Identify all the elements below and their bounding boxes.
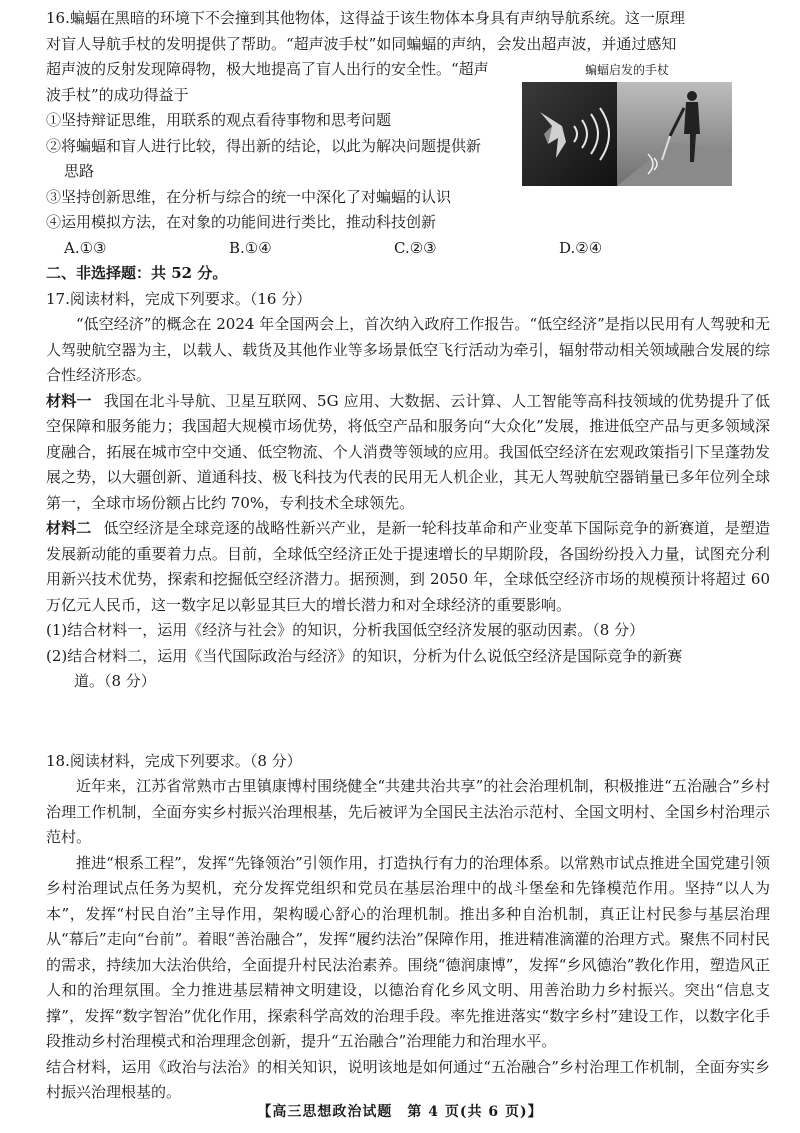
q16-option: ③坚持创新思维，在分析与综合的统一中深化了对蝙蝠的认识 [46,187,452,206]
q18-paragraph-2: 推进“根系工程”，发挥“先锋领治”引领作用，打造执行有力的治理体系。以常熟市试点推进全国党建引领乡村治理试点任务为契机，充分发挥党组织和党员在基层治理中的战斗堡垒和先锋模范作用。坚持“以人为本”，发挥“村民自治”主导作用，架构暖心舒心的治理机制。推出多种自治机制，真正让村民参与基层治理从“幕后”走向“台前”。着眼“善治融合”，发挥“履约法治”保障作用，推进精准滴灌的治理方式。聚焦不同村民的需求，持续加大法治供给，全面提升村民法治素养。围绕“德润康博”，发挥“乡风德治”教化作用，塑造风正人和的治理氛围。全力推进基层精神文明建设，以德治育化乡风文明、用善治助力乡村振兴。突出“信息支撑”，发挥“数字智治”优化作用，探索科学高效的治理手段。率先推进落实“数字乡村”建设工作，以数字化手段推动乡村治理模式和治理理念创新，提升“五治融合”治理能力和治理水平。 [46,853,770,1050]
material-1-text: 我国在北斗导航、卫星互联网、5G 应用、大数据、云计算、人工智能等高科技领域的优势提升了低空保障和服务能力；我国超大规模市场优势，将低空产品和服务向“大众化”发展，推进低空产品与更多领域深度融合，拓展在城市空中交通、低空物流、个人消费等领域的应用。我国低空经济在宏观政策指引下呈蓬勃发展之势，以大疆创新、道通科技、极飞科技为代表的民用无人机企业，其无人驾驶航空器销量已多年位列全球第一，全球市场份额占比约 70%，专利技术全球领先。 [46,391,770,512]
material-2-label: 材料二 [46,519,92,537]
q17-subquestion-2: (2)结合材料二，运用《当代国际政治与经济》的知识，分析为什么说低空经济是国际竞争的新赛 [46,646,683,665]
q17-subquestion-1: (1)结合材料一，运用《经济与社会》的知识，分析我国低空经济发展的驱动因素。（8 分） [46,621,645,639]
choice-c: C.②③ [394,238,437,257]
q16-option-cont: 思路 [64,162,95,180]
q17-title: 17.阅读材料，完成下列要求。（16 分） [46,289,312,308]
q16-line: 波手杖”的成功得益于 [46,85,189,104]
dark-panel [522,82,617,186]
q16-choices [64,236,724,262]
page-footer: 【高三思想政治试题 第 4 页(共 6 页)】 [257,1104,543,1120]
q16-line: 16.蝙蝠在黑暗的环境下不会撞到其他物体，这得益于该生物体本身具有声纳导航系统。这一原理 [46,9,685,27]
q17-intro: “低空经济”的概念在 2024 年全国两会上，首次纳入政府工作报告。“低空经济”是指以民用有人驾驶和无人驾驶航空器为主，以载人、载货及其他作业等多场景低空飞行活动为牵引，辐射带动相关领域融合发展的综合性经济形态。 [46,315,770,384]
q16-option: ①坚持辩证思维，用联系的观点看待事物和思考问题 [46,111,392,129]
q18-title: 18.阅读材料，完成下列要求。（8 分） [46,751,302,770]
q16-option: ④运用模拟方法，在对象的功能间进行类比，推动科技创新 [46,213,437,231]
q17-subquestion-2-cont: 道。（8 分） [74,672,156,690]
q18-paragraph-1: 近年来，江苏省常熟市古里镇康博村围绕健全“共建共治共享”的社会治理机制，积极推进“五治融合”乡村治理工作机制，全面夯实乡村振兴治理根基，先后被评为全国民主法治示范村、全国文明村、全国乡村治理示范村。 [46,777,770,846]
q16-option: ②将蝙蝠和盲人进行比较，得出新的结论，以此为解决问题提供新 [46,136,482,155]
question-17 [46,287,770,695]
answer-gap [46,695,770,749]
choice-d: D.②④ [559,238,603,257]
bat-cane-illustration [522,82,732,186]
bat-cane-figure [522,62,732,190]
q17-material-1 [46,389,770,517]
figure-caption: 蝙蝠启发的手杖 [584,63,669,77]
choice-b: B.①④ [229,238,272,257]
material-2-text: 低空经济是全球竞逐的战略性新兴产业，是新一轮科技革命和产业变革下国际竞争的新赛道，是塑造发展新动能的重要着力点。目前，全球低空经济正处于提速增长的早期阶段，各国纷纷投入力量，试图充分利用新兴技术优势，探索和挖掘低空经济潜力。据预测，到 2050 年，全球低空经济市场的规模预计将超过 60 万亿元人民币，这一数字足以彰显其巨大的增长潜力和对全球经济的重要影响。 [46,519,770,614]
q17-material-2 [46,516,770,618]
q16-line: 超声波的反射发现障碍物，极大地提高了盲人出行的安全性。“超声 [46,60,489,78]
q16-line: 对盲人导航手杖的发明提供了帮助。“超声波手杖”如同蝙蝠的声纳，会发出超声波，并通过感知 [46,34,677,53]
question-18 [46,749,770,1106]
material-1-label: 材料一 [46,391,92,410]
q18-question: 结合材料，运用《政治与法治》的相关知识，说明该地是如何通过“五治融合”乡村治理工作机制，全面夯实乡村振兴治理根基的。 [46,1057,770,1101]
choice-a: A.①③ [64,238,107,257]
section-heading: 二、非选择题：共 52 分。 [46,264,228,282]
